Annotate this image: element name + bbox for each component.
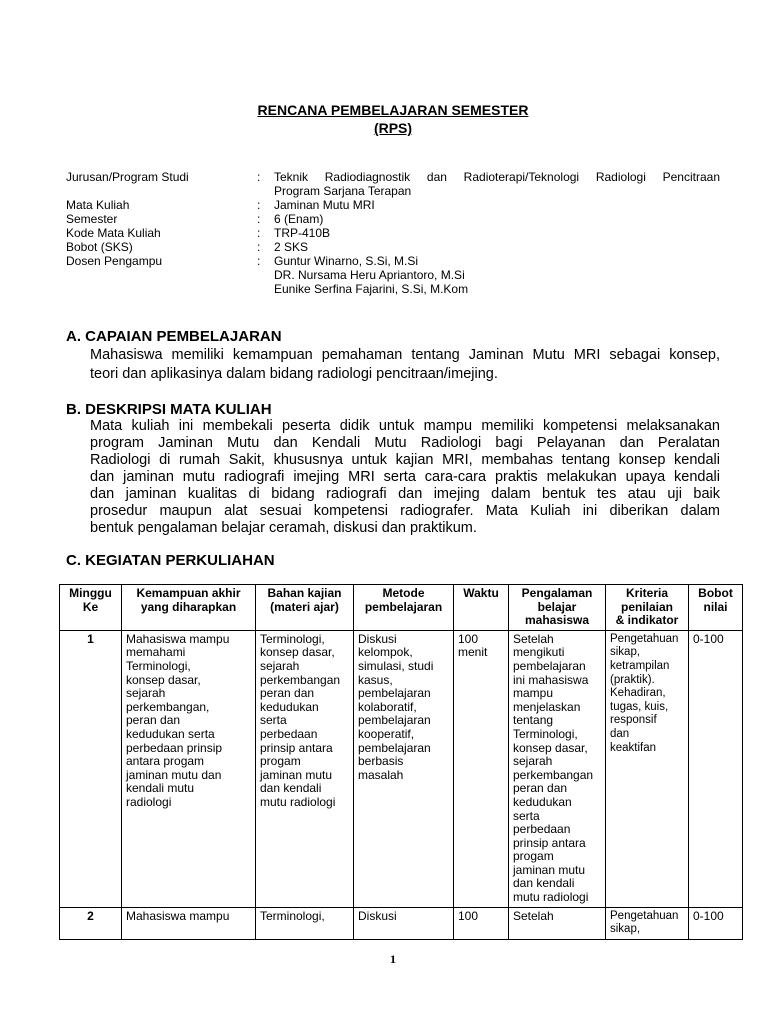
paragraph-line: program Jaminan Mutu dan Kendali Mutu Radiologi bagi Pelayanan dan Peralatan	[90, 435, 720, 451]
colon: :	[257, 198, 261, 212]
document-title: RENCANA PEMBELAJARAN SEMESTER	[257, 102, 529, 118]
paragraph-line: prosedur maupun alat sesuai kompetensi radiografer. Mata Kuliah ini diberikan dalam	[90, 503, 720, 519]
course-value: Jaminan Mutu MRI	[274, 198, 375, 212]
colon: :	[257, 212, 261, 226]
document-subtitle: (RPS)	[373, 120, 413, 136]
table-row	[60, 907, 743, 939]
program-value: Teknik Radiodiagnostik dan Radioterapi/Teknologi Radiologi Pencitraan	[274, 170, 720, 184]
colon: :	[257, 254, 261, 268]
cell-ability: Mahasiswa mampu	[122, 907, 256, 939]
cell-week: 1	[60, 630, 122, 907]
table-header-row	[60, 585, 743, 631]
semester-value: 6 (Enam)	[274, 212, 324, 226]
activity-table	[59, 584, 743, 940]
cell-material: Terminologi,	[256, 907, 354, 939]
cell-experience: Setelah	[509, 907, 606, 939]
lecturer-name: Eunike Serfina Fajarini, S.Si, M.Kom	[274, 282, 469, 296]
paragraph-line: dan jaminan mutu radiografi imejing MRI serta cara-cara praktis melakukan upaya kendali	[90, 469, 720, 485]
col-header-time: Waktu	[454, 585, 509, 631]
code-label: Kode Mata Kuliah	[66, 226, 161, 240]
col-header-week: Minggu Ke	[60, 585, 122, 631]
section-b-text	[90, 418, 720, 537]
cell-method: Diskusi kelompok, simulasi, studi kasus, pembelajaran kolaboratif, pembelajaran kooperatif, pembelajaran berbasis masalah	[354, 630, 454, 907]
paragraph-line: dan jaminan kualitas di bidang radiografi dan imejing dalam bentuk tes atau uji baik	[90, 486, 720, 502]
cell-ability: Mahasiswa mampu memahami Terminologi, konsep dasar, sejarah perkembangan, peran dan kedudukan serta perbedaan prinsip antara progam jaminan mutu dan kendali mutu radiologi	[122, 630, 256, 907]
cell-time: 100	[454, 907, 509, 939]
course-info	[66, 170, 726, 300]
col-header-criteria: Kriteria penilaian & indikator	[606, 585, 689, 631]
section-a-text	[90, 346, 720, 384]
cell-weight: 0-100	[689, 907, 743, 939]
table-row	[60, 630, 743, 907]
code-value: TRP-410B	[274, 226, 331, 240]
colon: :	[257, 170, 261, 184]
page-number: 1	[390, 952, 396, 966]
paragraph-line: bentuk pengalaman belajar ceramah, diskusi dan praktikum.	[90, 520, 477, 536]
cell-criteria: Pengetahuan sikap, ketrampilan (praktik). Kehadiran, tugas, kuis, responsif dan keaktifan	[606, 630, 689, 907]
colon: :	[257, 240, 261, 254]
credits-label: Bobot (SKS)	[66, 240, 133, 254]
cell-week: 2	[60, 907, 122, 939]
section-c-heading: C. KEGIATAN PERKULIAHAN	[66, 552, 275, 569]
section-a-heading: A. CAPAIAN PEMBELAJARAN	[66, 328, 282, 345]
paragraph-line: Mahasiswa memiliki kemampuan pemahaman tentang Jaminan Mutu MRI sebagai konsep,	[90, 347, 720, 363]
colon: :	[257, 226, 261, 240]
paragraph-line: teori dan aplikasinya dalam bidang radiologi pencitraan/imejing.	[90, 366, 498, 382]
cell-criteria: Pengetahuan sikap,	[606, 907, 689, 939]
lecturer-name: DR. Nursama Heru Apriantoro, M.Si	[274, 268, 465, 282]
lecturer-label: Dosen Pengampu	[66, 254, 163, 268]
credits-value: 2 SKS	[274, 240, 309, 254]
col-header-weight: Bobot nilai	[689, 585, 743, 631]
cell-weight: 0-100	[689, 630, 743, 907]
section-b-heading: B. DESKRIPSI MATA KULIAH	[66, 401, 272, 418]
col-header-experience: Pengalaman belajar mahasiswa	[509, 585, 606, 631]
paragraph-line: Radiologi di rumah Sakit, khususnya untuk kajian MRI, membahas tentang konsep kendali	[90, 452, 720, 468]
cell-experience: Setelah mengikuti pembelajaran ini mahasiswa mampu menjelaskan tentang Terminologi, konsep dasar, sejarah perkembangan peran dan kedudukan serta perbedaan prinsip antara progam jaminan mutu dan kendali mutu radiologi	[509, 630, 606, 907]
col-header-material: Bahan kajian (materi ajar)	[256, 585, 354, 631]
lecturer-name: Guntur Winarno, S.Si, M.Si	[274, 254, 419, 268]
cell-time: 100 menit	[454, 630, 509, 907]
col-header-ability: Kemampuan akhir yang diharapkan	[122, 585, 256, 631]
program-value-cont: Program Sarjana Terapan	[274, 184, 412, 198]
course-label: Mata Kuliah	[66, 198, 130, 212]
cell-material: Terminologi, konsep dasar, sejarah perkembangan peran dan kedudukan serta perbedaan prinsip antara progam jaminan mutu dan kendali mutu radiologi	[256, 630, 354, 907]
cell-method: Diskusi	[354, 907, 454, 939]
col-header-method: Metode pembelajaran	[354, 585, 454, 631]
semester-label: Semester	[66, 212, 118, 226]
program-label: Jurusan/Program Studi	[66, 170, 189, 184]
paragraph-line: Mata kuliah ini membekali peserta didik untuk mampu memiliki kompetensi melaksanakan	[90, 418, 720, 434]
